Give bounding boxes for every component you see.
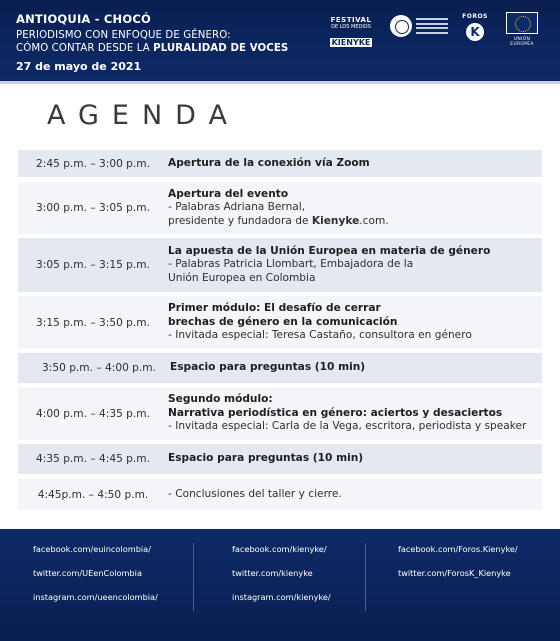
header-text xyxy=(16,12,288,73)
agenda-title-2: brechas de género en la comunicación xyxy=(168,315,398,328)
agenda-line: - Palabras Adriana Bernal, xyxy=(168,201,306,214)
agenda-time: 3:05 p.m. – 3:15 p.m. xyxy=(36,259,150,271)
agenda-content xyxy=(168,157,542,171)
agenda-time: 4:45p.m. – 4:50 p.m. xyxy=(37,488,149,501)
premio-periodismo-logo xyxy=(390,15,450,41)
facebook-link-ue[interactable]: facebook.com/euincolombia/ xyxy=(33,544,151,554)
agenda-line: Unión Europea en Colombia xyxy=(168,271,316,284)
premio-text-lines xyxy=(416,18,448,36)
agenda-content xyxy=(168,488,542,502)
agenda-content xyxy=(168,393,542,434)
agenda-title: Espacio para preguntas (10 min) xyxy=(170,361,366,374)
union-europea-logo xyxy=(504,12,540,47)
header-subtitle xyxy=(16,29,288,55)
agenda-line-pre: presidente y fundadora de xyxy=(168,214,312,227)
agenda-line: - Conclusiones del taller y cierre. xyxy=(168,487,342,500)
agenda-row xyxy=(18,150,542,177)
footer-col-kienyke xyxy=(232,543,331,615)
facebook-link-kienyke[interactable]: facebook.com/kienyke/ xyxy=(232,544,327,554)
instagram-link-kienyke[interactable]: instagram.com/kienyke/ xyxy=(232,592,331,602)
premio-seal-icon xyxy=(390,15,412,37)
header-region: ANTIOQUIA - CHOCÓ xyxy=(16,12,151,26)
agenda-row xyxy=(18,182,542,234)
kienyke-festival-logo xyxy=(327,16,375,49)
eu-flag-icon xyxy=(506,12,538,34)
agenda-row xyxy=(18,238,542,292)
header-subtitle-line2-pre: CÓMO CONTAR DESDE LA xyxy=(16,43,154,54)
agenda-line-bold: Kienyke xyxy=(311,214,360,227)
agenda-title-2: Narrativa periodística en género: aciertos y desaciertos xyxy=(168,406,503,419)
agenda-title: Apertura del evento xyxy=(168,187,289,200)
twitter-link-kienyke[interactable]: twitter.com/kienyke xyxy=(232,568,313,578)
agenda-row xyxy=(18,479,542,510)
agenda-title: Primer módulo: El desafío de cerrar xyxy=(168,302,381,315)
agenda-content xyxy=(168,452,542,466)
header-subtitle-line1: PERIODISMO CON ENFOQUE DE GÉNERO: xyxy=(16,30,231,41)
agenda-row xyxy=(18,353,542,383)
agenda-title: Apertura de la conexión vía Zoom xyxy=(168,156,370,169)
page-title: AGENDA xyxy=(47,100,240,131)
footer-col-ue xyxy=(33,543,158,615)
agenda-time: 4:35 p.m. – 4:45 p.m. xyxy=(36,453,150,465)
twitter-link-foros[interactable]: twitter.com/ForosK_Kienyke xyxy=(398,568,511,578)
instagram-link-ue[interactable]: instagram.com/ueencolombia/ xyxy=(33,592,158,602)
footer-divider xyxy=(365,543,366,611)
agenda-time: 4:00 p.m. – 4:35 p.m. xyxy=(36,407,150,420)
header-banner xyxy=(0,0,560,84)
header-subtitle-line2-bold: PLURALIDAD DE VOCES xyxy=(153,43,289,54)
agenda-line: - Invitada especial: Teresa Castaño, consultora en género xyxy=(168,329,472,342)
agenda-content xyxy=(170,361,542,375)
kienyke-logo-bottom: KIENYKE xyxy=(331,38,371,47)
footer-divider xyxy=(193,543,194,611)
agenda-line: - Invitada especial: Carla de la Vega, escritora, periodista y speaker xyxy=(168,420,527,433)
agenda-line: - Palabras Patricia Llombart, Embajadora de la xyxy=(168,258,414,271)
footer-col-foros xyxy=(398,543,518,591)
foros-kienyke-logo xyxy=(460,13,490,41)
agenda-time: 3:15 p.m. – 3:50 p.m. xyxy=(36,316,150,329)
facebook-link-foros[interactable]: facebook.com/Foros.Kienyke/ xyxy=(398,544,518,554)
header-date: 27 de mayo de 2021 xyxy=(16,60,142,73)
agenda-line xyxy=(168,215,542,229)
agenda-row xyxy=(18,387,542,440)
kienyke-logo-mid: DE LOS MEDIOS xyxy=(331,24,371,30)
twitter-link-ue[interactable]: twitter.com/UEenColombia xyxy=(33,568,142,578)
footer-banner xyxy=(0,529,560,641)
agenda-title: La apuesta de la Unión Europea en materia de género xyxy=(168,244,491,257)
agenda-title: Segundo módulo: xyxy=(168,393,273,406)
agenda-time: 3:00 p.m. – 3:05 p.m. xyxy=(36,202,150,214)
foros-label: FOROS xyxy=(462,13,488,20)
agenda-title: Espacio para preguntas (10 min) xyxy=(168,452,364,465)
agenda-time: 2:45 p.m. – 3:00 p.m. xyxy=(36,157,150,170)
agenda-content xyxy=(168,188,542,229)
header-subtitle-line2 xyxy=(16,42,288,55)
agenda-row xyxy=(18,296,542,349)
agenda-row xyxy=(18,444,542,474)
agenda-content xyxy=(168,245,542,286)
eu-label: UNIÓN EUROPEA xyxy=(510,37,534,47)
kienyke-logo-top: FESTIVAL xyxy=(330,16,372,24)
agenda-time: 3:50 p.m. – 4:00 p.m. xyxy=(42,362,156,374)
agenda-line-post: .com. xyxy=(359,214,389,227)
agenda-content xyxy=(168,302,542,343)
foros-k-icon: K xyxy=(466,23,484,41)
